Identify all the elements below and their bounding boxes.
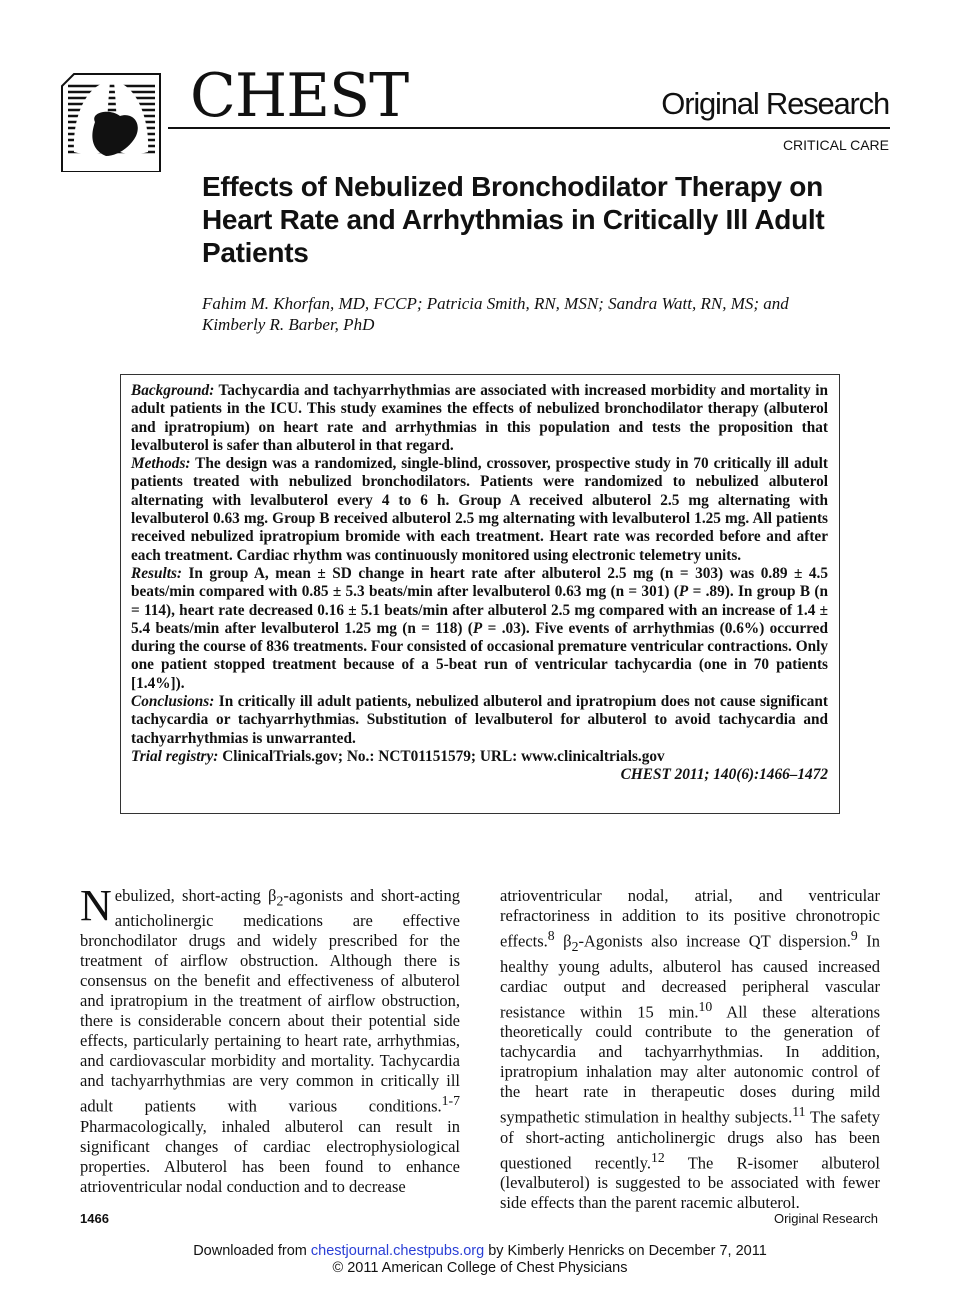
registry-text: ClinicalTrials.gov; No.: NCT01151579; URL: www.clinicaltrials.gov bbox=[218, 747, 665, 765]
article-authors: Fahim M. Khorfan, MD, FCCP; Patricia Smith, RN, MSN; Sandra Watt, RN, MS; and Kimberly R. Barber, PhD bbox=[202, 294, 789, 334]
body-text: -agonists and short-acting anticholinergic medications are effective bronchodilator drugs and widely prescribed for the treatment of airflow obstruction. Although there is consensus on the benefit and effectiveness of albuterol and ipratropium in the treatment of airflow obstruction, there is considerable concern about their potential side effects, particularly pertaining to heart rate, arrhythmias, and cardiovascular morbidity and mortality. Tachycardia and tachyarrhythmias are very common in critically ill adult patients with various conditions. bbox=[80, 886, 460, 1116]
body-text: The safety of short-acting anticholinergic drugs also has been questioned recently. bbox=[500, 1107, 880, 1173]
abstract-methods bbox=[131, 455, 828, 565]
conclusions-text: In critically ill adult patients, nebulized albuterol and ipratropium does not cause significant tachycardia or tachyarrhythmias. Substitution of levalbuterol for albuterol to avoid tachycardia and tachyarrhythmias is unwarranted. bbox=[131, 693, 828, 747]
results-label: Results: bbox=[131, 564, 182, 582]
subsection-label: CRITICAL CARE bbox=[782, 137, 889, 153]
results-text-2: = .89). In group B (n = 114), heart rate decreased 0.16 ± 5.1 beats/min after albuterol 2.5 mg compared with an increase of 1.4 ± 5.4 beats/min after levalbuterol 1.25 mg (n = 118) ( bbox=[131, 583, 828, 637]
body-text: Pharmacologically, inhaled albuterol can result in significant changes of cardiac electrophysiological properties. Albuterol has been found to enhance atrioventricular nodal conduction and to decrease bbox=[80, 1116, 460, 1196]
subscript: 2 bbox=[276, 893, 284, 909]
body-column-left bbox=[80, 881, 460, 1197]
methods-text: The design was a randomized, single-blind, crossover, prospective study in 70 critically ill adult patients treated with nebulized bronchodilators. Patients were randomized to nebulized albuterol alternating with levalbuterol every 4 to 6 h. Group A received albuterol 2.5 mg alternating with levalbuterol 0.63 mg. Group B received albuterol 2.5 mg alternating with levalbuterol 1.25 mg. All patients received nebulized ipratropium bromide with each treatment. Heart rate was recorded before and after each treatment. Cardiac rhythm was continuously monitored using electronic telemetry units. bbox=[131, 455, 828, 564]
body-text: β bbox=[554, 931, 572, 951]
methods-label: Methods: bbox=[131, 455, 191, 473]
conclusions-label: Conclusions: bbox=[131, 693, 215, 711]
reference-marker: 12 bbox=[650, 1149, 665, 1165]
body-text: All these alterations theoretically could contribute to the generation of tachycardia and tachyarrhythmias. In addition, ipratropium inhalation may alter autonomic control of the heart rate in therapeutic doses during mild sympathetic stimulation in healthy subjects. bbox=[500, 1002, 880, 1127]
download-suffix: by Kimberly Henricks on December 7, 2011 bbox=[484, 1243, 767, 1259]
body-text: The R-isomer albuterol (levalbuterol) is suggested to be associated with fewer side effects than the parent racemic albuterol. bbox=[500, 1153, 880, 1213]
reference-marker: 1-7 bbox=[441, 1093, 460, 1109]
body-text: atrioventricular nodal, atrial, and ventricular refractoriness in addition to its positive chronotropic effects. bbox=[500, 886, 880, 951]
abstract bbox=[131, 382, 828, 785]
body-text: -Agonists also increase QT dispersion. bbox=[578, 931, 851, 951]
reference-marker: 9 bbox=[850, 928, 858, 943]
abstract-background bbox=[131, 382, 828, 455]
section-label: Original Research bbox=[661, 86, 889, 121]
reference-marker: 11 bbox=[792, 1104, 806, 1120]
download-notice bbox=[0, 1243, 960, 1260]
results-text-3: = .03). Five events of arrhythmias (0.6%) occurred during the course of 836 treatments. Four consisted of occasional premature ventricular contractions. Only one patient stopped treatment because of a 5-beat run of ventricular tachycardia (one in 70 patients [1.4%]). bbox=[131, 619, 828, 692]
journal-site-link[interactable]: chestjournal.chestpubs.org bbox=[310, 1243, 485, 1259]
results-text-1: In group A, mean ± SD change in heart rate after albuterol 2.5 mg (n = 303) was 0.89 ± 4.5 beats/min compared with 0.85 ± 5.3 beats/min after levalbuterol 0.63 mg (n = 301) ( bbox=[131, 564, 828, 601]
background-text: Tachycardia and tachyarrhythmias are associated with increased morbidity and mortality in adult patients in the ICU. This study examines the effects of nebulized bronchodilator therapy (albuterol and ipratropium) on heart rate and arrhythmias in this population and tests the proposition that levalbuterol is safer than albuterol in that regard. bbox=[131, 382, 828, 454]
footer-section-label: Original Research bbox=[773, 1211, 878, 1226]
body-column-right bbox=[500, 886, 880, 1213]
article-title: Effects of Nebulized Bronchodilator Therapy on Heart Rate and Arrhythmias in Critically Ill Adult Patients bbox=[202, 171, 825, 268]
journal-name: CHEST bbox=[190, 61, 409, 131]
p-value-symbol: P bbox=[472, 619, 483, 637]
citation: CHEST 2011; 140(6):1466–1472 bbox=[620, 766, 828, 784]
abstract-registry bbox=[131, 748, 828, 766]
header-rule bbox=[168, 127, 890, 129]
download-prefix: Downloaded from bbox=[193, 1243, 311, 1259]
reference-marker: 10 bbox=[698, 998, 713, 1014]
chest-lungs-heart-logo-icon bbox=[60, 72, 162, 172]
subscript: 2 bbox=[571, 938, 579, 954]
reference-marker: 8 bbox=[547, 928, 555, 943]
drop-cap: N bbox=[80, 881, 112, 930]
copyright-notice: © 2011 American College of Chest Physicians bbox=[332, 1260, 628, 1276]
abstract-conclusions bbox=[131, 693, 828, 748]
chest-logo bbox=[60, 72, 162, 172]
registry-label: Trial registry: bbox=[131, 747, 219, 765]
body-text: In healthy young adults, albuterol has caused increased cardiac output and decreased peripheral vascular resistance within 15 min. bbox=[500, 931, 880, 1022]
p-value-symbol: P bbox=[678, 583, 689, 601]
background-label: Background: bbox=[131, 382, 215, 399]
body-text: ebulized, short-acting β bbox=[114, 886, 277, 905]
abstract-results bbox=[131, 565, 828, 693]
page-number: 1466 bbox=[80, 1211, 109, 1226]
